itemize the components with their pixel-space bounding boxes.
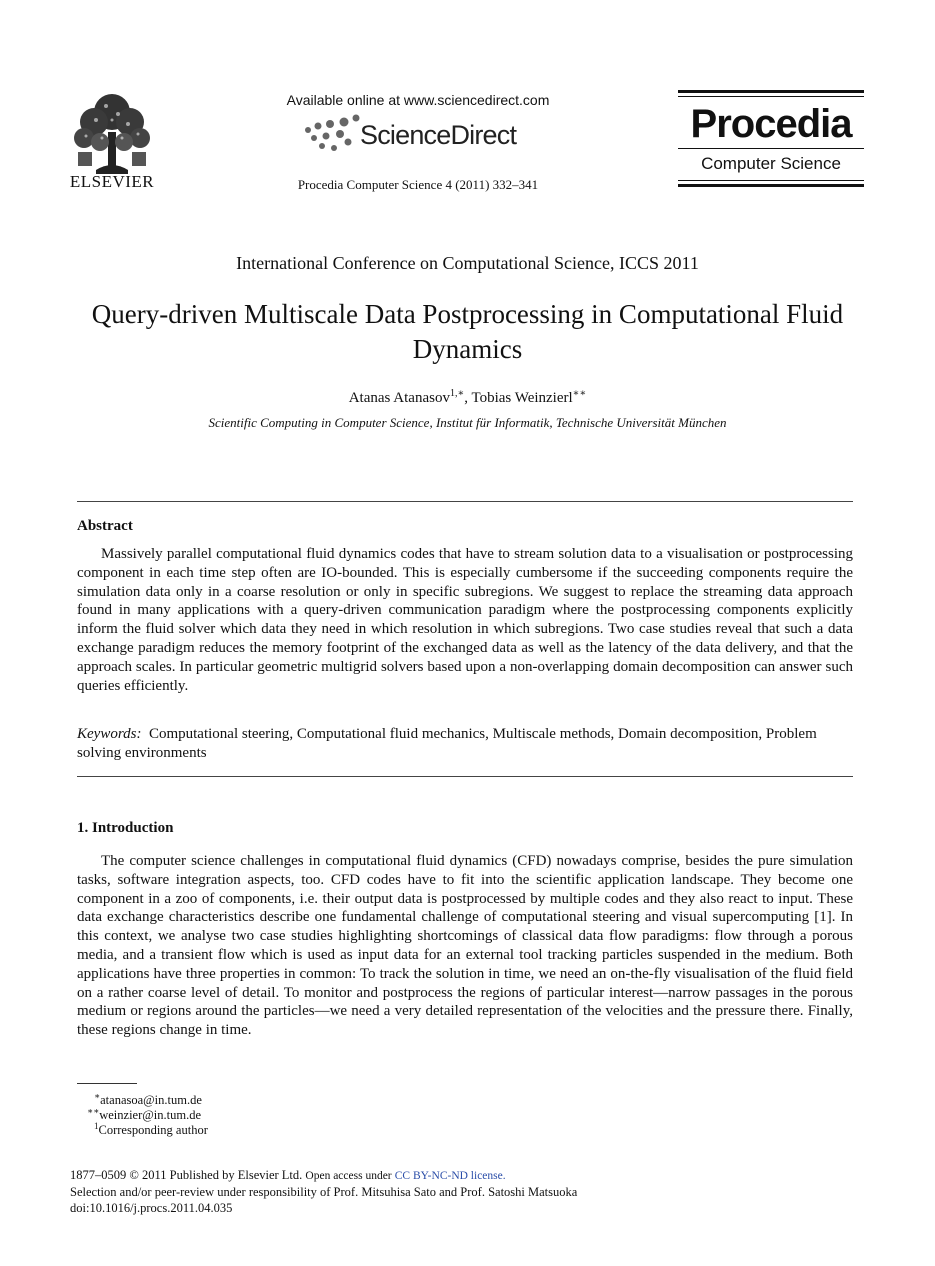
footnote-mark: ∗∗ [87,1106,100,1116]
footnote-text[interactable]: weinzier@in.tum.de [99,1108,201,1123]
procedia-top-rule [678,90,864,93]
doi-line[interactable]: doi:10.1016/j.procs.2011.04.035 [70,1201,233,1215]
open-access-text: Open access under [305,1170,392,1182]
procedia-bottom-rule-thin [678,180,864,181]
procedia-top-rule-thin [678,96,864,97]
keywords-label: Keywords: [77,726,142,742]
sciencedirect-wordmark: ScienceDirect [360,120,517,150]
author-marks: 1,∗ [449,388,465,399]
footnote-rule [77,1083,137,1084]
author-list [60,388,875,407]
license-link[interactable]: CC BY-NC-ND license. [394,1170,506,1182]
footnote-item [94,1119,208,1138]
available-online-text: Available online at www.sciencedirect.com [286,92,550,108]
copyright-line [70,1167,506,1184]
author-name: Atanas Atanasov [348,390,450,406]
procedia-mid-rule [678,148,864,149]
abstract-text: Massively parallel computational fluid dynamics codes that have to stream solution data to a visualisation or postprocessing component in each time step often are IO-bounded. This is especially cumbersome if the succeeding components require the simulation data only in a coarse resolution or only in specific subregions. We suggest to replace the streaming data approach found in many applications with a query-driven communication paradigm where the postprocessing components explicitly inform the fluid solver which data they need in which resolution in which subregions. Two case studies reveal that such a data exchange paradigm reduces the memory footprint of the exchanged data as well as the latency of the data delivery, and that the approach scales. In particular geometric multigrid solvers based upon a non-overlapping domain decomposition can answer such queries efficiently. [77,546,853,694]
procedia-title: Procedia [690,102,852,146]
author-separator: , [464,390,472,406]
conference-name: International Conference on Computational Science, ICCS 2011 [236,253,699,273]
procedia-logo [678,88,864,190]
procedia-bottom-rule [678,184,864,187]
procedia-subtitle: Computer Science [701,154,841,173]
author-marks: ∗∗ [572,388,587,399]
paper-title: Query-driven Multiscale Data Postprocessing in Computational Fluid Dynamics [91,299,844,364]
author-name: Tobias Weinzierl [471,390,573,406]
journal-reference: Procedia Computer Science 4 (2011) 332–341 [297,177,539,192]
footnote-mark: ∗ [94,1091,101,1101]
copyright-text: 1877–0509 © 2011 Published by Elsevier Ltd. [70,1168,303,1182]
peer-review-line: Selection and/or peer-review under responsibility of Prof. Mitsuhisa Sato and Prof. Satoshi Matsuoka [70,1185,578,1199]
elsevier-wordmark: ELSEVIER [69,172,155,191]
introduction-text: The computer science challenges in computational fluid dynamics (CFD) nowadays comprise, besides the pure simulation tasks, software integration aspects, too. CFD codes have to fit into the scientific application landscape. They become one component in a zoo of components, i.e. their output data is postprocessed by multiple codes and they also react to input. These data exchange characteristics describe one fundamental challenge of computational steering and visual supercomputing [1]. In this context, we analyse two case studies highlighting shortcomings of classical data flow paradigms: flow through a porous media, and a transient flow which is used as input data for an external tool tracking particles suspended in the medium. Both applications have three properties in common: To track the solution in time, we need an on-the-fly visualisation of the fluid field on a rather coarse level of detail. To monitor and postprocess the regions of particular interest—narrow passages in the porous medium or regions around the particles—we need a very detailed representation of the velocities and the pressure there. Finally, these regions change in time. [77,853,853,1039]
affiliation: Scientific Computing in Computer Science, Institut für Informatik, Technische Universität München [208,415,727,430]
section-heading-introduction: 1. Introduction [77,820,174,836]
abstract-bottom-rule [77,776,853,777]
footnote-text[interactable]: atanasoa@in.tum.de [100,1093,202,1108]
abstract-heading: Abstract [77,518,133,534]
footnote-text: Corresponding author [98,1123,208,1138]
keywords-text: Computational steering, Computational fluid mechanics, Multiscale methods, Domain decomposition, Problem solving environments [77,726,817,761]
footnote-mark: 1 [94,1121,99,1131]
abstract-top-rule [77,501,853,502]
keywords [77,725,853,762]
